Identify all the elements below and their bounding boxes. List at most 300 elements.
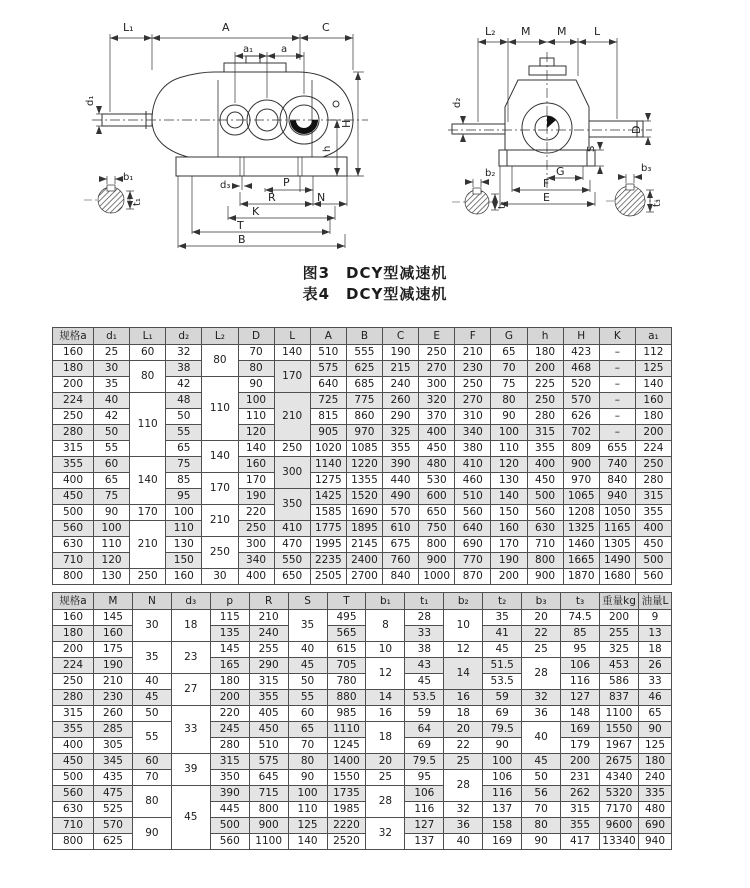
table-cell: 560 [53,521,94,537]
table-cell: 355 [635,505,671,521]
table-cell: 320 [419,393,455,409]
dim-label-E: E [543,191,550,204]
table-cell: 325 [600,642,639,658]
dim-label-C: C [322,21,330,34]
table-cell: 90 [94,505,130,521]
table-cell: 815 [310,409,346,425]
table-cell: 355 [249,690,288,706]
table-cell: 355 [53,457,94,473]
table-cell: 95 [405,770,444,786]
table-cell: 38 [405,642,444,658]
table-cell: 160 [491,521,527,537]
table-row [53,610,672,626]
dim-label-M2: M [557,25,567,38]
table-cell: 335 [639,786,672,802]
table-header-cell: p [210,593,249,610]
table-cell: 27 [171,674,210,706]
table-cell: 2400 [346,553,382,569]
table-cell: 28 [405,610,444,626]
table-cell: 150 [166,553,202,569]
table-cell: 18 [171,610,210,642]
table-cell: 210 [202,505,238,537]
table-cell: 1050 [599,505,635,521]
table-cell: 160 [238,457,274,473]
table-row [53,674,672,690]
table-cell: 1550 [327,770,366,786]
table-cell: 70 [522,802,561,818]
table-cell: 702 [563,425,599,441]
table-cell: 140 [238,441,274,457]
table-cell: 180 [527,345,563,361]
table-cell: 106 [405,786,444,802]
table-cell: 224 [635,441,671,457]
table-cell: 35 [94,377,130,393]
table-cell: 685 [346,377,382,393]
table-cell: 525 [94,802,133,818]
table-cell: 250 [130,569,166,585]
table-cell: 250 [53,674,94,690]
table-cell: 38 [166,361,202,377]
table-cell: 350 [210,770,249,786]
table-header-cell: E [419,328,455,345]
dim-label-D: D [630,125,643,134]
table-cell: 16 [366,706,405,722]
table-cell: 315 [527,425,563,441]
dim-label-F: F [543,177,550,190]
table-cell: 490 [383,489,419,505]
table-cell: 55 [132,722,171,754]
table-cell: 290 [249,658,288,674]
table-cell: 14 [444,658,483,690]
table-cell: 30 [94,361,130,377]
table-cell: 140 [288,834,327,850]
table-cell: 106 [483,770,522,786]
table-cell: 200 [635,425,671,441]
table-cell: 560 [527,505,563,521]
table-cell: 231 [561,770,600,786]
dim-label-N: N [317,191,326,204]
table-cell: 55 [288,690,327,706]
table-cell: 570 [563,393,599,409]
table-row [53,569,672,585]
table-cell: 180 [53,626,94,642]
table-cell: 51.5 [483,658,522,674]
table-cell: 40 [522,722,561,754]
table-cell: 800 [53,834,94,850]
table-cell: 75 [491,377,527,393]
table-cell: 270 [455,393,491,409]
table-cell: 106 [561,658,600,674]
table-cell: 690 [455,537,491,553]
table-cell: 1775 [310,521,346,537]
table-cell: 45 [288,658,327,674]
table-cell: 423 [563,345,599,361]
table-cell: 65 [639,706,672,722]
table-row [53,457,672,473]
front-view-labels [85,21,353,246]
table-cell: 70 [288,738,327,754]
table-header-cell: 油量L [639,593,672,610]
table-cell: 630 [53,537,94,553]
table-cell: 775 [346,393,382,409]
table-cell: 1100 [600,706,639,722]
table-cell: 12 [366,658,405,690]
table-cell: 59 [405,706,444,722]
dim-label-t1: t₁ [132,198,143,206]
table-cell: 940 [599,489,635,505]
table-cell: 224 [53,658,94,674]
table-cell: 880 [327,690,366,706]
table-cell: 110 [130,393,166,457]
table-row [53,818,672,834]
table-cell: 550 [274,553,310,569]
table-cell: 18 [444,706,483,722]
table-cell: 630 [527,521,563,537]
dim-label-t3: t₃ [652,199,663,207]
table-cell: 120 [94,553,130,569]
table-cell: 2505 [310,569,346,585]
table-cell: 1995 [310,537,346,553]
table-cell: 350 [274,489,310,521]
table-cell: 300 [274,457,310,489]
table-cell: 90 [288,770,327,786]
table-cell: 55 [94,441,130,457]
table-cell: 1985 [327,802,366,818]
table-cell: 615 [327,642,366,658]
table-cell: 115 [210,610,249,626]
table-cell: 16 [444,690,483,706]
table-cell: 74.5 [561,610,600,626]
table-cell: 290 [383,409,419,425]
table-cell: 262 [561,786,600,802]
dim-label-d2: d₂ [452,97,463,108]
table-cell: 169 [483,834,522,850]
table-cell: – [599,361,635,377]
table-cell: 250 [53,409,94,425]
table-cell: 1680 [599,569,635,585]
table-cell: 28 [444,770,483,802]
table-cell: 570 [383,505,419,521]
table-header-cell: t₂ [483,593,522,610]
table-cell: 710 [527,537,563,553]
table-cell: 40 [94,393,130,409]
table-cell: 837 [600,690,639,706]
table-cell: 325 [383,425,419,441]
table-row [53,642,672,658]
table-row [53,754,672,770]
table-cell: 75 [166,457,202,473]
table-cell: – [599,425,635,441]
table-cell: 130 [166,537,202,553]
table-cell: 80 [130,361,166,393]
table-header-cell: L₂ [202,328,238,345]
table-cell: 127 [561,690,600,706]
table-cell: 9 [639,610,672,626]
table-cell: 110 [166,521,202,537]
table-cell: 520 [563,377,599,393]
table-cell: 190 [94,658,133,674]
table-cell: 140 [491,489,527,505]
table-cell: 35 [132,642,171,674]
table-cell: 809 [563,441,599,457]
table-cell: 140 [202,441,238,473]
table-cell: 1690 [346,505,382,521]
table-cell: 1220 [346,457,382,473]
table-cell: 59 [483,690,522,706]
table-row [53,521,672,537]
table-cell: 220 [210,706,249,722]
table-cell: 450 [419,441,455,457]
table-cell: 80 [132,786,171,818]
table-cell: 20 [522,610,561,626]
table-cell: 100 [166,505,202,521]
table-cell: 400 [527,457,563,473]
table-cell: 468 [563,361,599,377]
table-header-cell: T [327,593,366,610]
table-row [53,345,672,361]
table-cell: 255 [600,626,639,642]
table-cell: 285 [94,722,133,738]
dim-label-d3: d₃ [220,180,231,191]
dim-label-S: S [586,145,597,152]
table-header-cell: M [94,593,133,610]
table-cell: 180 [210,674,249,690]
table-cell: 435 [94,770,133,786]
table-cell: 315 [210,754,249,770]
table-cell: 750 [419,521,455,537]
table-cell: 1665 [563,553,599,569]
dim-label-G: G [556,165,565,178]
table-cell: 1870 [563,569,599,585]
table-cell: 32 [166,345,202,361]
table-cell: 800 [527,553,563,569]
table-cell: 20 [444,722,483,738]
table-cell: 725 [310,393,346,409]
table-cell: 410 [274,521,310,537]
table-cell: 1100 [249,834,288,850]
table-cell: 85 [166,473,202,489]
table-cell: 510 [310,345,346,361]
table-cell: 158 [483,818,522,834]
table-cell: 23 [171,642,210,674]
table-header-cell: 规格a [53,328,94,345]
table-cell: 445 [210,802,249,818]
table-cell: 180 [635,409,671,425]
table-cell: 33 [171,706,210,754]
table-cell: 116 [561,674,600,690]
table-header-cell: d₁ [94,328,130,345]
table-cell: 1275 [310,473,346,489]
table-cell: 500 [527,489,563,505]
table-header-cell: b₁ [366,593,405,610]
table-row [53,722,672,738]
table-cell: 45 [132,690,171,706]
table-cell: 7170 [600,802,639,818]
table-cell: 355 [561,818,600,834]
table-cell: 170 [202,473,238,505]
table-cell: 137 [483,802,522,818]
dim-label-t2: t₂ [497,201,508,209]
table-cell: 900 [419,553,455,569]
table-cell: 1520 [346,489,382,505]
table-cell: 100 [491,425,527,441]
table-cell: 190 [491,553,527,569]
table-row [53,706,672,722]
table-cell: 127 [405,818,444,834]
table-cell: 470 [274,537,310,553]
table-cell: 1550 [600,722,639,738]
table-cell: 770 [455,553,491,569]
table-cell: – [599,377,635,393]
dim-label-d1: d₁ [85,95,96,106]
table-cell: 135 [210,626,249,642]
table-cell: 710 [53,818,94,834]
table-cell: 440 [383,473,419,489]
table-cell: 900 [249,818,288,834]
table-cell: 53.5 [405,690,444,706]
table-cell: 120 [238,425,274,441]
table-cell: 625 [94,834,133,850]
table-cell: 79.5 [405,754,444,770]
table-cell: 28 [522,658,561,690]
table-cell: 1000 [419,569,455,585]
table-cell: 33 [639,674,672,690]
table-cell: 250 [238,521,274,537]
table-cell: 90 [132,818,171,850]
table-cell: 65 [288,722,327,738]
table-cell: 453 [600,658,639,674]
dim-label-K: K [252,205,260,218]
table-cell: 150 [491,505,527,521]
table-cell: 5320 [600,786,639,802]
table-header-cell: R [249,593,288,610]
table-cell: 315 [635,489,671,505]
table-cell: 650 [419,505,455,521]
table-cell: 18 [366,722,405,754]
table-cell: 60 [94,457,130,473]
table-cell: 586 [600,674,639,690]
table-cell: 130 [94,569,130,585]
table-cell: 280 [53,425,94,441]
table-caption: 表4 DCY型减速机 [302,285,448,303]
table-cell: 50 [132,706,171,722]
table-cell: 160 [94,626,133,642]
table-cell: 90 [238,377,274,393]
table-header-cell: h [527,328,563,345]
table-cell: 65 [491,345,527,361]
table-header-cell: b₂ [444,593,483,610]
table-cell: 9600 [600,818,639,834]
table-cell: 80 [288,754,327,770]
table-cell: 42 [94,409,130,425]
table-header-cell: K [599,328,635,345]
table-cell: 20 [366,754,405,770]
dim-label-a: a [281,44,288,55]
table-cell: 1325 [563,521,599,537]
table-cell: 40 [132,674,171,690]
table-cell: 60 [288,706,327,722]
table-cell: 800 [53,569,94,585]
table-cell: 65 [94,473,130,489]
table-cell: 75 [94,489,130,505]
table-cell: 460 [455,473,491,489]
table-cell: 1140 [310,457,346,473]
table-cell: 710 [53,553,94,569]
gearbox-technical-drawing [0,0,750,262]
table-header-cell: C [383,328,419,345]
table-cell: 715 [249,786,288,802]
table-cell: 160 [53,610,94,626]
dimension-table-2 [52,592,672,850]
table-cell: 450 [527,473,563,489]
table-cell: 220 [238,505,274,521]
table-cell: 210 [249,610,288,626]
table-cell: 250 [202,537,238,569]
table-cell: 2235 [310,553,346,569]
table-cell: 985 [327,706,366,722]
table-cell: 200 [210,690,249,706]
table-cell: 30 [132,610,171,642]
table-cell: 240 [639,770,672,786]
table-cell: 22 [444,738,483,754]
table-cell: 900 [527,569,563,585]
table-cell: 10 [444,610,483,642]
table-cell: 40 [444,834,483,850]
table-cell: 315 [53,706,94,722]
table-cell: 125 [288,818,327,834]
table-cell: 210 [130,521,166,569]
table-cell: 260 [383,393,419,409]
table-cell: 1355 [346,473,382,489]
table-cell: 405 [249,706,288,722]
table-cell: 43 [405,658,444,674]
table-cell: 110 [94,537,130,553]
table-cell: 190 [383,345,419,361]
table-cell: 355 [53,722,94,738]
table-cell: 280 [53,690,94,706]
table-cell: 25 [94,345,130,361]
table-cell: 250 [455,377,491,393]
table-header-cell: 规格a [53,593,94,610]
table-cell: 4340 [600,770,639,786]
dim-label-h: h [322,145,333,152]
table-cell: 300 [419,377,455,393]
table-header-cell: S [288,593,327,610]
table-cell: 1305 [599,537,635,553]
figure-caption: 图3 DCY型减速机 [302,264,448,282]
table-cell: 60 [130,345,166,361]
table-cell: 50 [288,674,327,690]
table-cell: 250 [635,457,671,473]
table-cell: 56 [522,786,561,802]
table-cell: 555 [346,345,382,361]
table-cell: 655 [599,441,635,457]
table-cell: 25 [366,770,405,786]
table-cell: 12 [444,642,483,658]
table-cell: 22 [522,626,561,642]
table-header-cell: t₃ [561,593,600,610]
table-cell: 200 [561,754,600,770]
table-cell: 630 [53,802,94,818]
table-cell: 340 [238,553,274,569]
table-cell: 100 [288,786,327,802]
table-cell: 175 [94,642,133,658]
table-cell: 50 [522,770,561,786]
table-cell: 90 [491,409,527,425]
table-cell: 41 [483,626,522,642]
table-cell: 640 [455,521,491,537]
table-cell: 13340 [600,834,639,850]
